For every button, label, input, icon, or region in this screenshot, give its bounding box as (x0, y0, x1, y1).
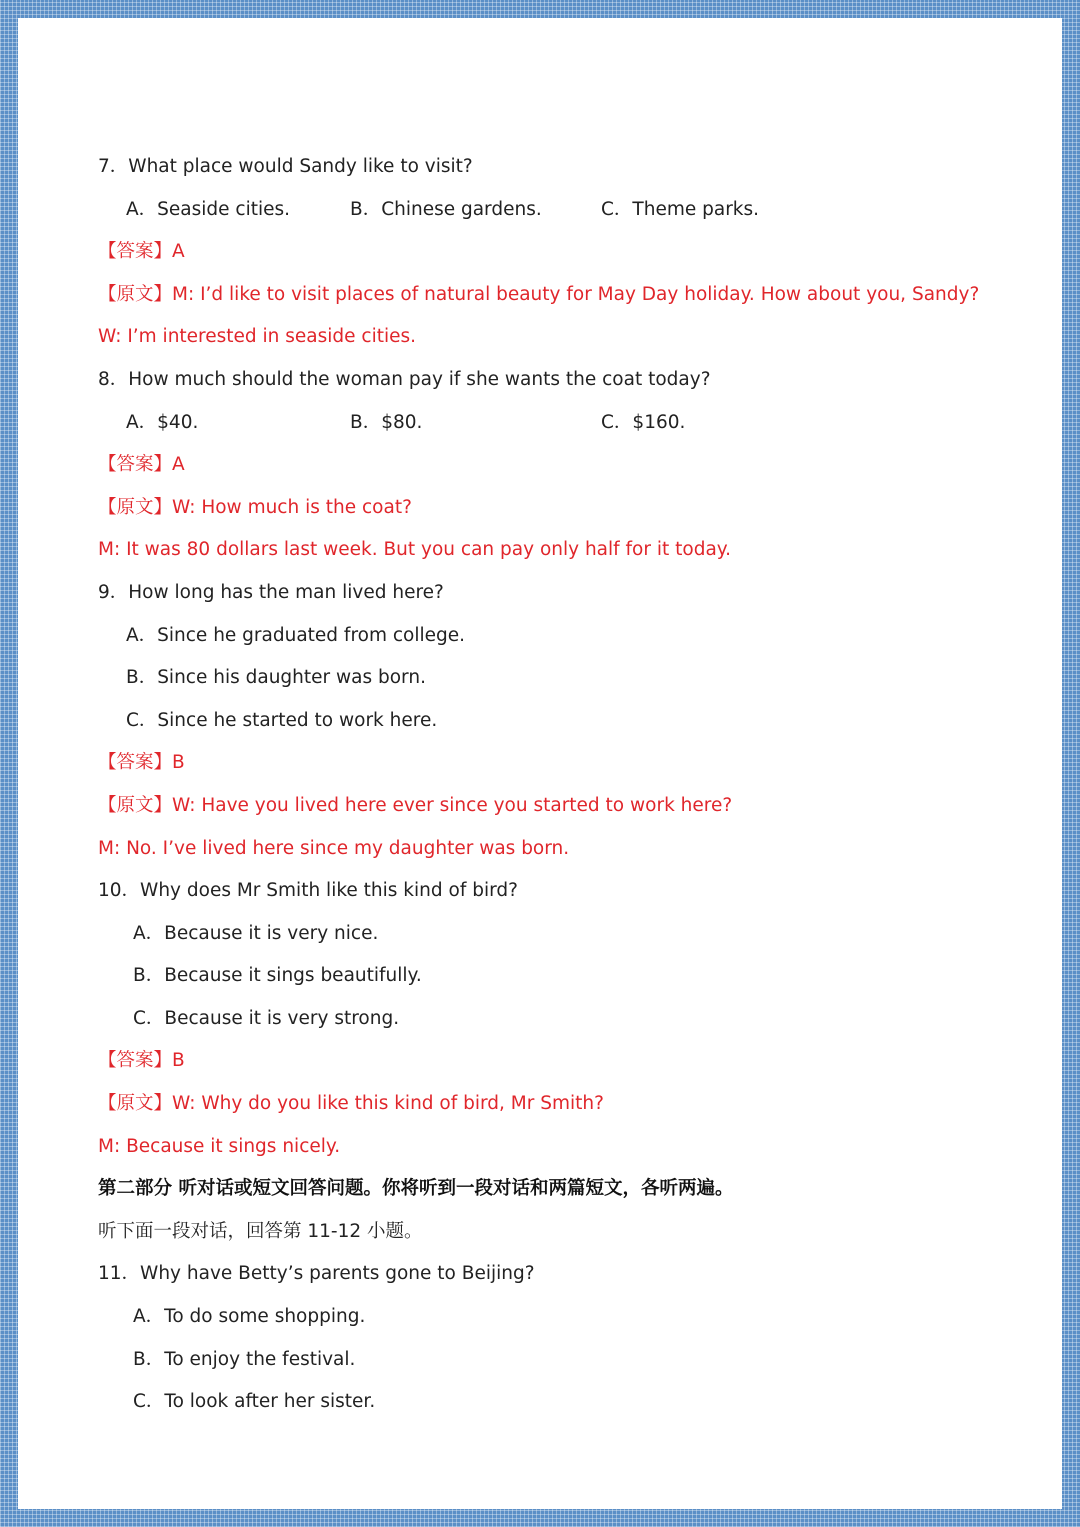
q10-script-line-2: M: Because it sings nicely. (98, 1135, 341, 1157)
q7-script-line-1: 【原文】M: I’d like to visit places of natural beauty for May Day holiday. How about you, Sandy? (98, 283, 980, 305)
question-9: 9．How long has the man lived here? (98, 581, 444, 603)
q10-option-a: A．Because it is very nice. (133, 922, 379, 944)
part-2-instruction: 听下面一段对话，回答第 11-12 小题。 (98, 1220, 423, 1242)
part-2-heading: 第二部分 听对话或短文回答问题。你将听到一段对话和两篇短文，各听两遍。 (98, 1178, 734, 1200)
q8-option-a: A．$40. (126, 411, 199, 433)
q7-script-line-2: W: I’m interested in seaside cities. (98, 326, 417, 348)
page-content (98, 146, 998, 1424)
q7-option-b: B．Chinese gardens. (350, 198, 542, 220)
q10-script-line-1: 【原文】W: Why do you like this kind of bird, Mr Smith? (98, 1093, 604, 1115)
question-11: 11．Why have Betty’s parents gone to Beijing? (98, 1263, 535, 1285)
q8-options-row (98, 402, 998, 445)
q7-option-a: A．Seaside cities. (126, 198, 291, 220)
q8-answer: 【答案】A (98, 454, 185, 476)
q9-option-c: C．Since he started to work here. (126, 709, 438, 731)
question-8: 8．How much should the woman pay if she wants the coat today? (98, 368, 711, 390)
q7-answer: 【答案】A (98, 241, 185, 263)
q11-option-a: A．To do some shopping. (133, 1306, 366, 1328)
q11-option-b: B．To enjoy the festival. (133, 1348, 356, 1370)
q9-answer: 【答案】B (98, 752, 185, 774)
worksheet-page (18, 18, 1062, 1509)
q10-answer: 【答案】B (98, 1050, 185, 1072)
q9-script-line-1: 【原文】W: Have you lived here ever since you started to work here? (98, 794, 733, 816)
q8-script-line-2: M: It was 80 dollars last week. But you can pay only half for it today. (98, 539, 731, 561)
question-7: 7．What place would Sandy like to visit? (98, 156, 473, 177)
q9-script-line-2: M: No. I’ve lived here since my daughter was born. (98, 837, 570, 859)
q9-option-b: B．Since his daughter was born. (126, 667, 426, 689)
q11-option-c: C．To look after her sister. (133, 1391, 376, 1413)
q8-option-b: B．$80. (350, 411, 423, 433)
q7-option-c: C．Theme parks. (601, 198, 760, 220)
question-10: 10．Why does Mr Smith like this kind of bird? (98, 880, 518, 902)
q8-option-c: C．$160. (601, 411, 686, 433)
q8-script-line-1: 【原文】W: How much is the coat? (98, 496, 412, 518)
q9-option-a: A．Since he graduated from college. (126, 624, 466, 646)
q10-option-b: B．Because it sings beautifully. (133, 965, 422, 987)
q10-option-c: C．Because it is very strong. (133, 1007, 400, 1029)
q7-options-row (98, 189, 998, 232)
